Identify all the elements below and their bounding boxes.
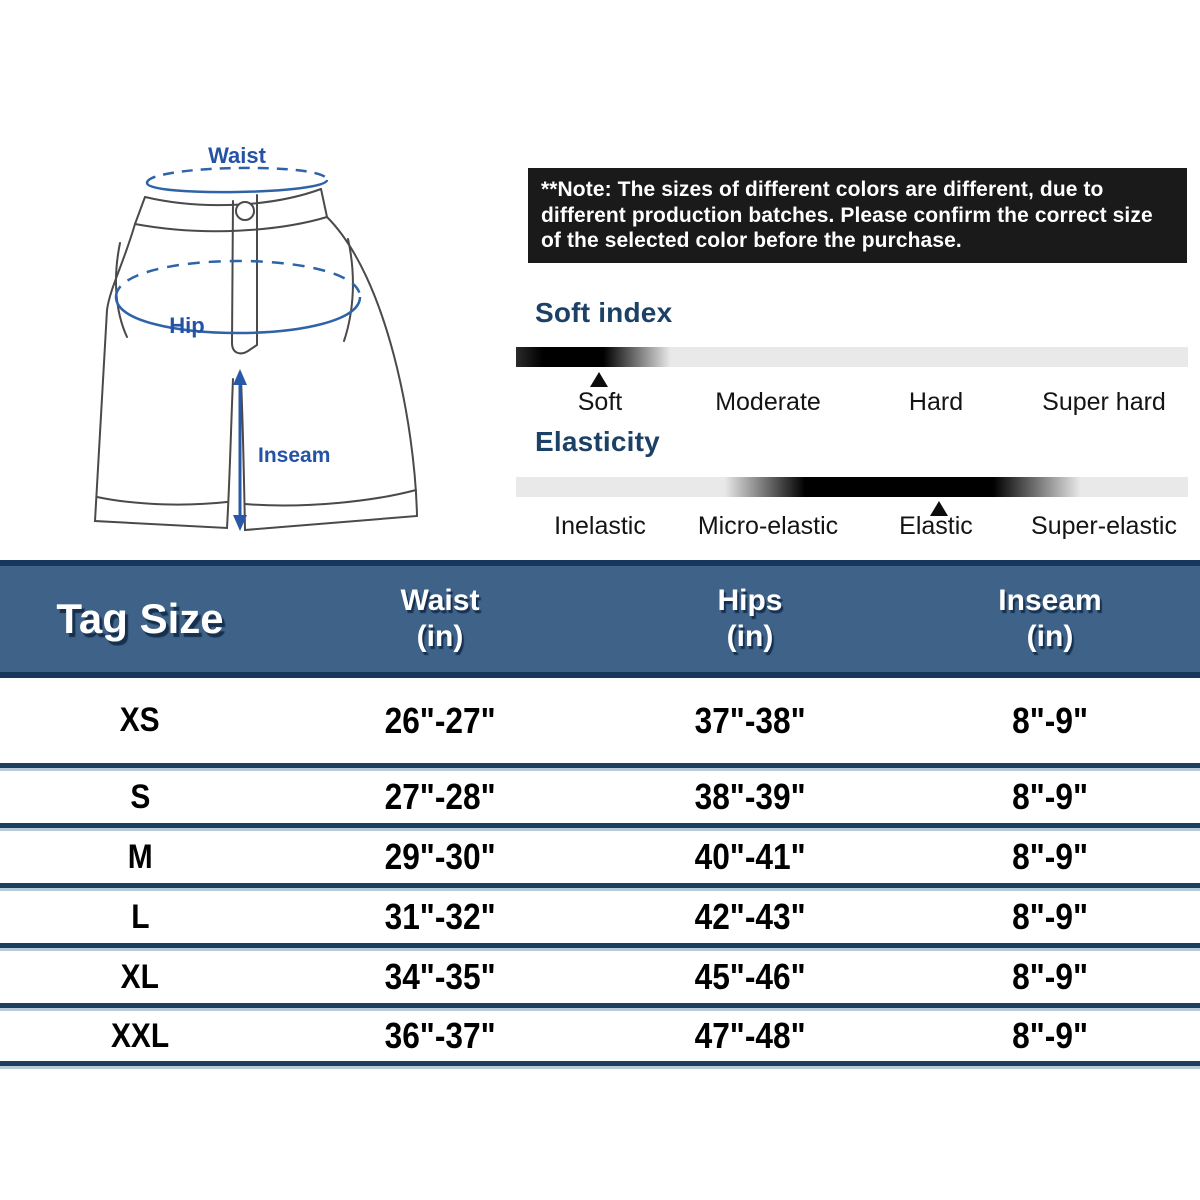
hips-cell: 40"-41" (694, 836, 806, 877)
inseam-arrow-head-up (233, 369, 247, 385)
elasticity-scale (516, 512, 1188, 541)
waist-ellipse-dashed (147, 168, 327, 183)
inseam-cell: 8"-9" (1012, 956, 1088, 997)
waist-cell: 26"-27" (384, 699, 496, 741)
table-row (0, 951, 1200, 1003)
hips-column-label: Hips (717, 584, 783, 617)
hips-cell: 45"-46" (694, 956, 806, 997)
inseam-figure-label: Inseam (258, 444, 331, 467)
hips-cell: 38"-39" (694, 776, 806, 817)
row-separator (0, 883, 1200, 891)
inseam-column-unit: (in) (1026, 620, 1074, 653)
hips-column-unit: (in) (726, 620, 774, 653)
tag-size-column-header: Tag Size (56, 594, 224, 642)
table-row (0, 771, 1200, 823)
row-separator (0, 823, 1200, 831)
table-row (0, 678, 1200, 763)
inseam-cell: 8"-9" (1012, 699, 1088, 741)
elastic-level-label: Elastic (899, 512, 973, 540)
table-row (0, 831, 1200, 883)
size-cell: M (127, 837, 153, 876)
super-hard-level-label: Super hard (1042, 388, 1166, 416)
hips-cell: 37"-38" (694, 699, 806, 741)
note-line-2: different production batches. Please confirm the correct size (541, 203, 1153, 227)
super-elastic-level-label: Super-elastic (1031, 512, 1177, 540)
size-cell: XL (120, 957, 160, 996)
waist-ellipse-solid (147, 180, 327, 192)
inseam-cell: 8"-9" (1012, 1015, 1088, 1056)
hip-ellipse-solid (116, 297, 360, 333)
hard-level-label: Hard (908, 388, 964, 416)
inseam-cell: 8"-9" (1012, 776, 1088, 817)
waist-column-header (280, 583, 600, 655)
size-cell: XS (120, 701, 160, 739)
moderate-level-label: Moderate (715, 388, 821, 416)
shorts-diagram (65, 125, 465, 555)
hips-column-header (600, 583, 900, 655)
shorts-outline (95, 189, 417, 530)
inseam-cell: 8"-9" (1012, 896, 1088, 937)
size-cell: S (130, 777, 150, 816)
waist-cell: 27"-28" (384, 776, 496, 817)
waist-cell: 36"-37" (384, 1015, 496, 1056)
row-separator (0, 763, 1200, 771)
row-separator (0, 943, 1200, 951)
row-separator (0, 1061, 1200, 1069)
measurement-marks (116, 168, 360, 531)
waist-column-label: Waist (400, 584, 480, 617)
size-cell: XXL (110, 1016, 170, 1055)
row-separator (0, 1003, 1200, 1011)
micro-elastic-level-label: Micro-elastic (697, 512, 839, 540)
waist-figure-label: Waist (208, 143, 266, 168)
size-cell: L (130, 897, 150, 936)
hip-ellipse-dashed (116, 261, 360, 297)
size-table (0, 560, 1200, 1069)
inelastic-level-label: Inelastic (554, 512, 646, 540)
soft-index-marker-triangle (590, 372, 608, 387)
inseam-column-header (900, 583, 1200, 655)
hip-figure-label: Hip (169, 313, 205, 338)
soft-index-heading: Soft index (535, 297, 673, 328)
inseam-cell: 8"-9" (1012, 836, 1088, 877)
note-line-3: of the selected color before the purchase. (541, 229, 962, 252)
soft-index-gradient-bar (516, 347, 1188, 367)
elasticity-heading: Elasticity (535, 426, 660, 457)
waist-column-unit: (in) (416, 620, 464, 653)
waist-cell: 34"-35" (384, 956, 496, 997)
note-box (528, 168, 1187, 263)
table-row (0, 1011, 1200, 1061)
elasticity-gradient-bar (516, 477, 1188, 497)
waist-cell: 29"-30" (384, 836, 496, 877)
inseam-column-label: Inseam (998, 584, 1102, 617)
note-line-1: **Note: The sizes of different colors are different, due to (541, 178, 1104, 201)
waist-cell: 31"-32" (384, 896, 496, 937)
hips-cell: 42"-43" (694, 896, 806, 937)
size-table-header (0, 560, 1200, 678)
table-row (0, 891, 1200, 943)
soft-level-label: Soft (577, 388, 623, 416)
soft-index-scale (516, 388, 1188, 417)
hips-cell: 47"-48" (694, 1015, 806, 1056)
